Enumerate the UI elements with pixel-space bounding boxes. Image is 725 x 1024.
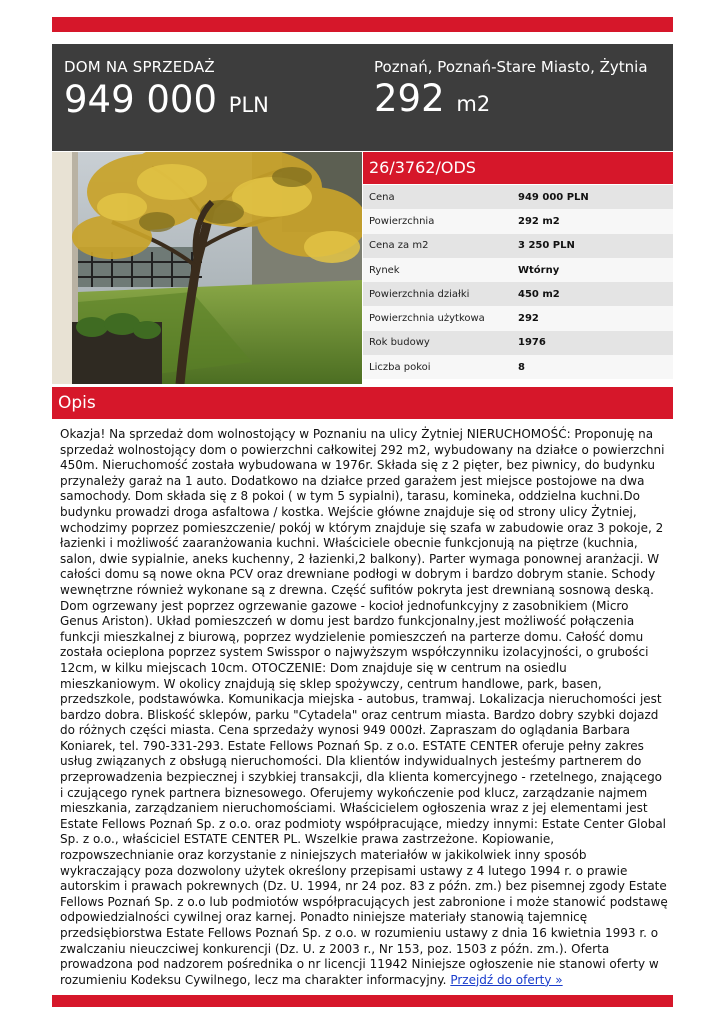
- reference-number: 26/3762/ODS: [363, 152, 673, 184]
- listing-type-label: DOM NA SPRZEDAŻ: [64, 58, 215, 76]
- listing-location: Poznań, Poznań-Stare Miasto, Żytnia: [374, 58, 648, 76]
- top-accent-bar: [52, 17, 673, 32]
- param-row: [363, 331, 673, 355]
- param-row: [363, 258, 673, 282]
- param-row: [363, 209, 673, 233]
- param-value: 292 m2: [518, 215, 560, 227]
- description-body: [60, 427, 668, 988]
- param-value: 292: [518, 313, 539, 325]
- param-value: 1976: [518, 337, 546, 349]
- param-value: Wtórny: [518, 264, 560, 276]
- listing-header: [52, 44, 673, 151]
- param-value: 3 250 PLN: [518, 240, 575, 252]
- listing-area: [374, 79, 664, 124]
- param-label: Powierzchnia użytkowa: [369, 313, 485, 325]
- param-row: [363, 306, 673, 330]
- listing-price: [64, 78, 354, 127]
- param-label: Powierzchnia działki: [369, 288, 470, 300]
- description-text: Okazja! Na sprzedaż dom wolnostojący w Poznaniu na ulicy Żytniej NIERUCHOMOŚĆ: Proponuję na sprzedaż wolnostojący dom o powierzchni całkowitej 292 m2, wybudowany na działce o powierzchni 450m. Nieruchomość została wybudowana w 1976r. Składa się z 2 pięter, bez piwnicy, do budynku przynależy garaż na 1 auto. Dodatkowo na działce przed garażem jest miejsce postojowe na dwa samochody. Dom składa się z 8 pokoi ( w tym 5 sypialni), tarasu, komineka, oddzielna kuchni.Do budynku prowadzi droga asfaltowa / kostka. Wejście główne znajduje się od strony ulicy Żytniej, wchodzimy poprzez pomieszczenie/ pokój w którym znajduje się szafa w zabudowie oraz 3 pokoje, 2 łazienki i możliwość zaaranżowania kuchni. Właściciele obecnie funkcjonują na piętrze (kuchnia, salon, dwie sypialnie, aneks kuchenny, 2 łazienki,2 balkony). Parter wymaga ponownej aranżacji. W całości domu są nowe okna PCV oraz drewniane podłogi w dobrym i bardzo dobrym stanie. Schody wewnętrzne również wykonane są z drewna. Część sufitów pokryta jest drewnianą sosnową deską. Dom ogrzewany jest poprzez ogrzewanie gazowe - kocioł jednofunkcyjny z zasobnikiem (Micro Genus Ariston). Układ pomieszczeń w domu jest bardzo funkcjonalny,jest możliwość połączenia funkcji mieszkalnej z biurową, poprzez wydzielenie pomieszczeń na parterze domu. Całość domu została ocieplona poprzez system Swisspor o najwyższym współczynniku izolacyjności, o grubości 12cm, w kilku miejscach 10cm. OTOCZENIE: Dom znajduje się w centrum na osiedlu mieszkaniowym. W okolicy znajdują się sklep spożywczy, centrum handlowe, park, basen, przedszkole, podstawówka. Komunikacja miejska - autobus, tramwaj. Lokalizacja nieruchomości jest bardzo dobra. Bliskość sklepów, parku "Cytadela" oraz centrum miasta. Bardzo dobry szybki dojazd do różnych części miasta. Cena sprzedaży wynosi 949 000zł. Zapraszam do oglądania Barbara Koniarek, tel. 790-331-293. Estate Fellows Poznań Sp. z o.o. ESTATE CENTER oferuje pełny zakres usług związanych z obsługą nieruchomości. Dla klientów indywidualnych jesteśmy partnerem do przeprowadzenia bezpiecznej i szybkiej transakcji, dla klienta komercyjnego - rzetelnego, znającego i czującego rynek partnera biznesowego. Oferujemy wykończenie pod klucz, zarządzanie najmem mieszkania, zarządzaniem nieruchomościami. Właścicielem ogłoszenia wraz z jej elementami jest Estate Fellows Poznań Sp. z o.o. oraz podmioty współpracujące, miedzy innymi: Estate Center Global Sp. z o.o., właściciel ESTATE CENTER PL. Wszelkie prawa zastrzeżone. Kopiowanie, rozpowszechnianie oraz korzystanie z niniejszych materiałów w jakikolwiek inny sposób wykraczający poza dozwolony użytek określony przepisami ustawy z 4 lutego 1994 r. o prawie autorskim i prawach pokrewnych (Dz. U. 1994, nr 24 poz. 83 z późn. zm.) bez pisemnej zgody Estate Fellows Poznań Sp. z o.o lub podmiotów współpracujących jest zabronione i może stanowić podstawę odpowiedzialności cywilnej oraz karnej. Ponadto niniejsze materiały stanowią tajemnicę przedsiębiorstwa Estate Fellows Poznań Sp. z o.o. w rozumieniu ustawy z dnia 16 kwietnia 1993 r. o zwalczaniu nieuczciwej konkurencji (Dz. U. z 2003 r., Nr 153, poz. 1503 z późn. zm.). Oferta prowadzona pod nadzorem pośrednika o nr licencji 11942 Niniejsze ogłoszenie nie stanowi oferty w rozumieniu Kodeksu Cywilnego, lecz ma charakter informacyjny.: [60, 427, 668, 987]
- area-unit: m2: [456, 92, 491, 116]
- param-label: Liczba pokoi: [369, 361, 431, 373]
- bottom-accent-bar: [52, 995, 673, 1007]
- header-price-block: [64, 58, 354, 127]
- params-table: [363, 185, 673, 379]
- param-row: [363, 282, 673, 306]
- property-photo: [52, 152, 362, 384]
- param-label: Powierzchnia: [369, 215, 435, 227]
- param-value: 949 000 PLN: [518, 191, 589, 203]
- description-heading: Opis: [52, 387, 673, 419]
- param-value: 8: [518, 361, 525, 373]
- param-value: 450 m2: [518, 288, 560, 300]
- param-label: Rynek: [369, 264, 400, 276]
- offer-link[interactable]: Przejdź do oferty »: [450, 972, 563, 987]
- param-row: [363, 355, 673, 379]
- param-row: [363, 185, 673, 209]
- param-label: Cena: [369, 191, 395, 203]
- header-location-block: [374, 58, 664, 124]
- param-row: [363, 234, 673, 258]
- param-label: Cena za m2: [369, 240, 429, 252]
- area-value: 292: [374, 77, 445, 120]
- price-value: 949 000: [64, 78, 218, 121]
- param-label: Rok budowy: [369, 337, 430, 349]
- price-unit: PLN: [228, 93, 269, 117]
